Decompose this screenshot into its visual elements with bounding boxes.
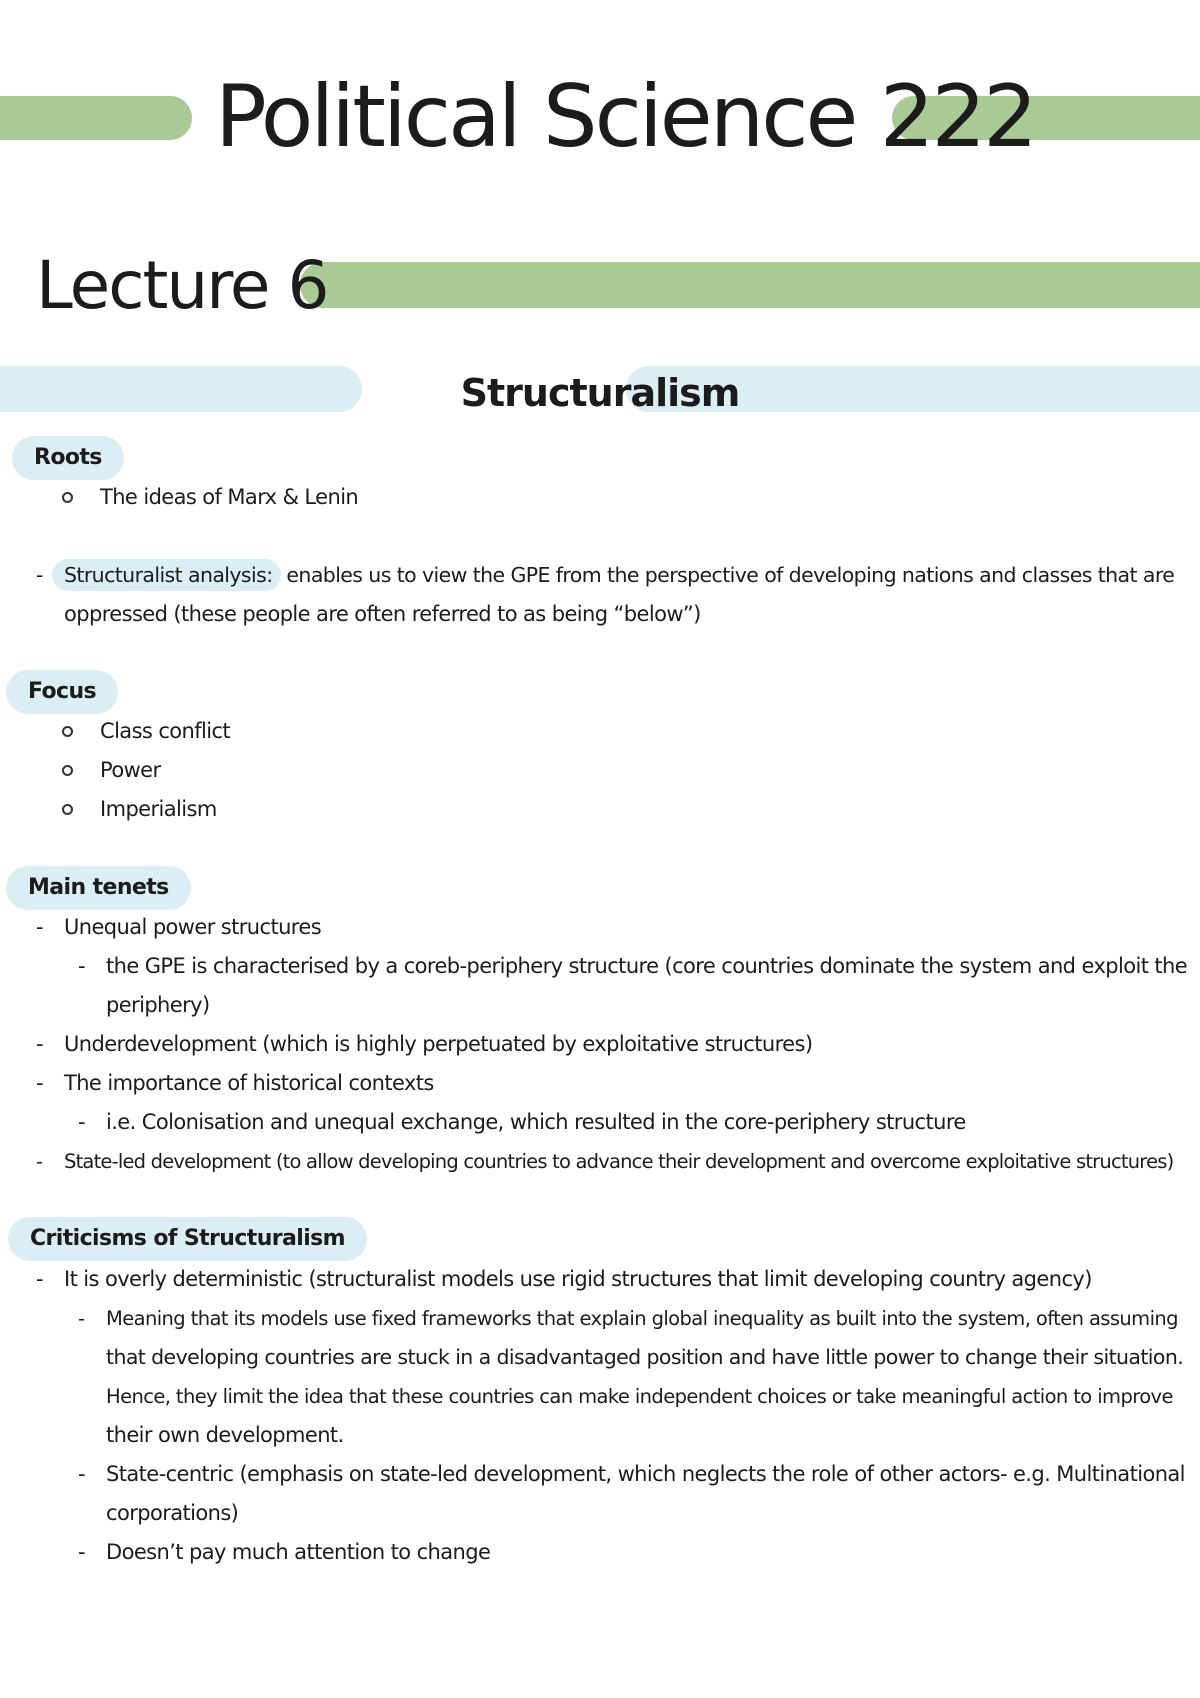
- criticisms-heading: Criticisms of Structuralism: [8, 1217, 367, 1261]
- section-title: Structuralism: [460, 371, 740, 415]
- criticism-subitem-text: State-centric (emphasis on state-led development, which neglects the role of other actors- e.g. Multinational: [106, 1462, 1185, 1486]
- roots-heading: Roots: [12, 436, 124, 480]
- dash-marker: -: [78, 1110, 85, 1134]
- tenet-subitem-cont: periphery): [106, 993, 210, 1017]
- dash-marker: -: [36, 1150, 43, 1173]
- tenet-item: [36, 1064, 434, 1103]
- title-bar-left: [0, 96, 192, 140]
- tenet-item-text: Underdevelopment (which is highly perpetuated by exploitative structures): [64, 1032, 813, 1056]
- dash-marker: -: [78, 954, 85, 978]
- bullet-circle-icon: [62, 492, 73, 503]
- focus-item: [62, 712, 230, 751]
- analysis-line-1: [36, 556, 1174, 595]
- focus-item-text: Power: [100, 758, 161, 782]
- bullet-circle-icon: [62, 804, 73, 815]
- lecture-title: Lecture 6: [36, 247, 328, 324]
- analysis-line-2: oppressed (these people are often referred to as being “below”): [64, 602, 701, 626]
- dash-marker: -: [36, 1032, 43, 1056]
- tenet-subitem-text: i.e. Colonisation and unequal exchange, which resulted in the core-periphery structure: [106, 1110, 966, 1134]
- criticism-subitem: [78, 1455, 1185, 1494]
- dash-marker: -: [78, 1540, 85, 1564]
- bullet-circle-icon: [62, 726, 73, 737]
- criticism-subitem: [78, 1299, 1178, 1338]
- criticism-subitem-cont: corporations): [106, 1501, 239, 1525]
- tenet-item: [36, 908, 321, 947]
- dash-marker: -: [78, 1462, 85, 1486]
- dash-marker: -: [36, 915, 43, 939]
- tenet-subitem: [78, 1103, 966, 1142]
- criticism-subitem-cont: Hence, they limit the idea that these countries can make independent choices or take meaningful action to improve: [106, 1385, 1173, 1408]
- roots-item-text: The ideas of Marx & Lenin: [100, 485, 359, 509]
- tenet-item: [36, 1025, 812, 1064]
- criticism-item-text: It is overly deterministic (structuralist models use rigid structures that limit developing country agency): [64, 1267, 1092, 1291]
- dash-marker: -: [78, 1307, 85, 1330]
- tenet-item-text: Unequal power structures: [64, 915, 322, 939]
- criticism-subitem-cont: their own development.: [106, 1423, 344, 1447]
- focus-heading: Focus: [6, 670, 118, 714]
- criticism-subitem-cont: that developing countries are stuck in a disadvantaged position and have little power to change their situation.: [106, 1345, 1184, 1369]
- focus-item-text: Class conflict: [100, 719, 231, 743]
- focus-item-text: Imperialism: [100, 797, 217, 821]
- focus-item: [62, 751, 161, 790]
- criticism-subitem-text: Doesn’t pay much attention to change: [106, 1540, 491, 1564]
- dash-marker: -: [36, 1071, 43, 1095]
- tenet-item-text: The importance of historical contexts: [64, 1071, 434, 1095]
- analysis-text: [64, 563, 1174, 587]
- focus-item: [62, 790, 217, 829]
- criticism-subitem-text: Meaning that its models use fixed frameworks that explain global inequality as built into the system, often assuming: [106, 1307, 1178, 1330]
- bullet-circle-icon: [62, 765, 73, 776]
- analysis-line-1-text: enables us to view the GPE from the perspective of developing nations and classes that are: [280, 563, 1175, 587]
- tenet-item-text: State-led development (to allow developing countries to advance their development and overcome exploitative structures): [64, 1150, 1174, 1173]
- tenet-item: [36, 1142, 1173, 1181]
- analysis-term: Structuralist analysis:: [52, 559, 281, 591]
- lecture-bar: [300, 262, 1200, 308]
- dash-marker: -: [36, 1267, 43, 1291]
- tenet-subitem: [78, 947, 1187, 986]
- criticism-subitem: [78, 1533, 490, 1572]
- tenet-subitem-text: the GPE is characterised by a coreb-periphery structure (core countries dominate the system and exploit the: [106, 954, 1188, 978]
- dash-marker: -: [36, 563, 43, 587]
- page-title: Political Science 222: [215, 67, 1035, 167]
- roots-item: [62, 478, 358, 517]
- criticism-item: [36, 1260, 1092, 1299]
- tenets-heading: Main tenets: [6, 866, 191, 910]
